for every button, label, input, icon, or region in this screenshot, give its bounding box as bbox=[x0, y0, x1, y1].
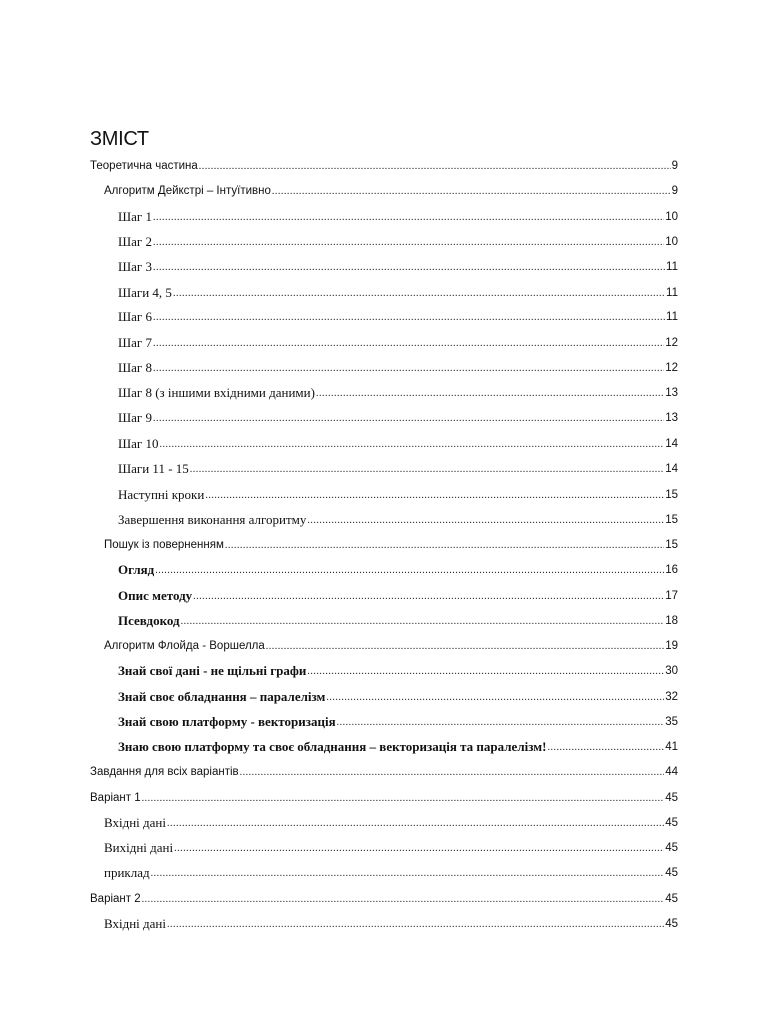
toc-entry-title: Шаг 6 bbox=[118, 309, 152, 324]
toc-entry[interactable] bbox=[118, 457, 678, 477]
toc-entry-page: 15 bbox=[665, 514, 678, 526]
toc-leader bbox=[159, 438, 664, 452]
toc-leader bbox=[167, 918, 664, 932]
toc-entry-title: приклад bbox=[104, 865, 150, 880]
toc-entry-page: 11 bbox=[666, 287, 678, 299]
toc-entry-page: 15 bbox=[665, 489, 678, 501]
toc-leader bbox=[151, 867, 665, 881]
toc-entry-page: 11 bbox=[666, 311, 678, 323]
toc-entry-title: Знай своє обладнання – паралелізм bbox=[118, 689, 326, 704]
toc-entry-page: 13 bbox=[665, 387, 678, 399]
toc-entry-title: Алгоритм Дейкстрі – Інтуїтивно bbox=[104, 185, 271, 197]
toc-entry-page: 45 bbox=[665, 867, 678, 879]
toc-leader bbox=[142, 893, 665, 907]
toc-entry-title: Наступні кроки bbox=[118, 487, 205, 502]
toc-entry-title: Шаг 7 bbox=[118, 335, 152, 350]
toc-entry-page: 9 bbox=[671, 160, 678, 172]
toc-entry[interactable] bbox=[90, 887, 678, 907]
toc-entry[interactable] bbox=[104, 861, 678, 881]
toc-entry-page: 12 bbox=[665, 362, 678, 374]
toc-entry[interactable] bbox=[104, 811, 678, 831]
toc-entry-page: 14 bbox=[665, 438, 678, 450]
toc-entry-title: Пошук із поверненням bbox=[104, 539, 224, 551]
toc-entry-title: Шаги 11 - 15 bbox=[118, 461, 189, 476]
toc-leader bbox=[547, 741, 664, 755]
toc-entry[interactable] bbox=[118, 381, 678, 401]
toc-entry[interactable] bbox=[118, 356, 678, 376]
toc-entry[interactable] bbox=[118, 584, 678, 604]
toc-leader bbox=[173, 287, 665, 301]
toc-entry[interactable] bbox=[118, 305, 678, 325]
toc-entry-title: Шаг 10 bbox=[118, 436, 159, 451]
toc-leader bbox=[181, 615, 665, 629]
toc-entry-title: Шаг 2 bbox=[118, 234, 152, 249]
toc-leader bbox=[225, 539, 664, 553]
toc-entry[interactable] bbox=[90, 786, 678, 806]
toc-entry[interactable] bbox=[118, 255, 678, 275]
toc-entry-page: 45 bbox=[665, 893, 678, 905]
toc-entry-page: 32 bbox=[665, 691, 678, 703]
toc-entry-title: Алгоритм Флойда - Воршелла bbox=[104, 640, 265, 652]
toc-entry[interactable] bbox=[118, 735, 678, 755]
toc-entry-title: Огляд bbox=[118, 562, 155, 577]
toc-entry-title: Вихідні дані bbox=[104, 840, 174, 855]
toc-leader bbox=[155, 564, 664, 578]
toc-leader bbox=[307, 514, 664, 528]
toc-entry-page: 10 bbox=[665, 236, 678, 248]
toc-entry[interactable] bbox=[118, 659, 678, 679]
toc-entry[interactable] bbox=[118, 558, 678, 578]
toc-leader bbox=[167, 817, 664, 831]
toc-leader bbox=[326, 691, 664, 705]
toc-entry-title: Шаг 8 (з іншими вхідними даними) bbox=[118, 385, 315, 400]
toc-leader bbox=[190, 463, 664, 477]
toc-entry-title: Вхідні дані bbox=[104, 815, 166, 830]
toc-entry-title: Шаг 9 bbox=[118, 410, 152, 425]
toc-leader bbox=[153, 362, 664, 376]
toc-leader bbox=[153, 261, 665, 275]
toc-leader bbox=[307, 665, 664, 679]
toc-entry-page: 9 bbox=[671, 185, 678, 197]
toc-leader bbox=[199, 160, 671, 174]
toc-entry[interactable] bbox=[118, 710, 678, 730]
toc-entry-title: Шаг 3 bbox=[118, 259, 152, 274]
toc-entry-page: 15 bbox=[665, 539, 678, 551]
toc-entry-title: Варіант 1 bbox=[90, 792, 141, 804]
toc-entry-page: 10 bbox=[665, 211, 678, 223]
toc-entry[interactable] bbox=[118, 609, 678, 629]
toc-leader bbox=[153, 236, 664, 250]
toc-leader bbox=[174, 842, 664, 856]
toc-leader bbox=[266, 640, 664, 654]
toc-entry-page: 14 bbox=[665, 463, 678, 475]
toc-entry-title: Шаги 4, 5 bbox=[118, 285, 172, 300]
toc-entry-title: Псевдокод bbox=[118, 613, 180, 628]
toc-leader bbox=[142, 792, 665, 806]
toc-entry-page: 41 bbox=[665, 741, 678, 753]
toc-entry[interactable] bbox=[118, 281, 678, 301]
toc-entry-title: Знай свої дані - не щільні графи bbox=[118, 663, 307, 678]
toc-entry-page: 13 bbox=[665, 412, 678, 424]
toc-entry-page: 45 bbox=[665, 817, 678, 829]
toc-entry[interactable] bbox=[118, 331, 678, 351]
toc-entry-title: Завдання для всіх варіантів bbox=[90, 766, 239, 778]
toc-entry-title: Теоретична частина bbox=[90, 160, 198, 172]
toc-leader bbox=[205, 489, 664, 503]
toc-entry-page: 19 bbox=[665, 640, 678, 652]
toc-entry-page: 18 bbox=[665, 615, 678, 627]
toc-entry-page: 35 bbox=[665, 716, 678, 728]
toc-entry-page: 30 bbox=[665, 665, 678, 677]
toc-entry[interactable] bbox=[104, 533, 678, 553]
toc-entry-page: 45 bbox=[665, 792, 678, 804]
toc-heading: ЗМІСТ bbox=[90, 128, 149, 150]
toc-entry[interactable] bbox=[118, 508, 678, 528]
toc-entry-title: Завершення виконання алгоритму bbox=[118, 512, 307, 527]
toc-entry[interactable] bbox=[118, 406, 678, 426]
toc-entry[interactable] bbox=[104, 912, 678, 932]
toc-entry-page: 44 bbox=[665, 766, 678, 778]
toc-leader bbox=[240, 766, 665, 780]
toc-entry[interactable] bbox=[90, 154, 678, 174]
toc-entry[interactable] bbox=[118, 432, 678, 452]
toc-entry-page: 17 bbox=[665, 590, 678, 602]
toc-leader bbox=[153, 412, 664, 426]
toc-entry[interactable] bbox=[90, 760, 678, 780]
toc-leader bbox=[153, 337, 664, 351]
toc-leader bbox=[316, 387, 664, 401]
toc-entry-page: 45 bbox=[665, 842, 678, 854]
toc-entry-page: 45 bbox=[665, 918, 678, 930]
toc-entry-title: Варіант 2 bbox=[90, 893, 141, 905]
toc-entry-title: Шаг 8 bbox=[118, 360, 152, 375]
toc-entry[interactable] bbox=[118, 205, 678, 225]
toc-leader bbox=[153, 211, 664, 225]
toc-entry-page: 11 bbox=[666, 261, 678, 273]
toc-entry-page: 12 bbox=[665, 337, 678, 349]
toc-entry[interactable] bbox=[104, 179, 678, 199]
toc-leader bbox=[337, 716, 665, 730]
toc-entry[interactable] bbox=[104, 634, 678, 654]
toc-entry[interactable] bbox=[118, 230, 678, 250]
toc-entry-title: Знай свою платформу - векторизація bbox=[118, 714, 336, 729]
toc-entry-title: Опис методу bbox=[118, 588, 193, 603]
toc-entry-title: Вхідні дані bbox=[104, 916, 166, 931]
toc-entry-page: 16 bbox=[665, 564, 678, 576]
toc-entry[interactable] bbox=[118, 483, 678, 503]
toc-entry[interactable] bbox=[104, 836, 678, 856]
toc-leader bbox=[272, 185, 671, 199]
toc-entry-title: Знаю свою платформу та своє обладнання – векторизація та паралелізм! bbox=[118, 739, 547, 754]
toc-leader bbox=[153, 311, 665, 325]
toc-leader bbox=[193, 590, 664, 604]
toc-entry-title: Шаг 1 bbox=[118, 209, 152, 224]
toc-entry[interactable] bbox=[118, 685, 678, 705]
